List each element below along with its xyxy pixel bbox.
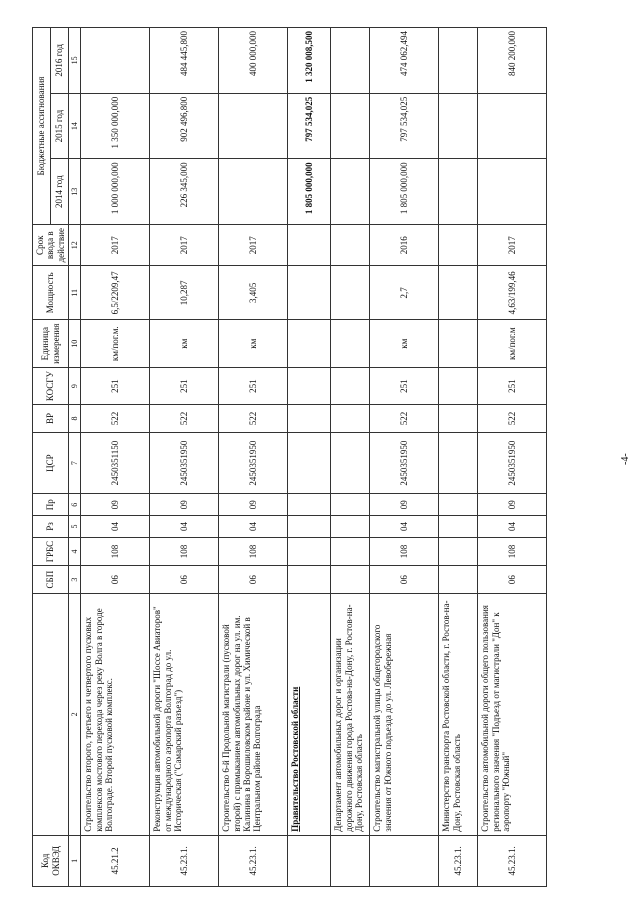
header-budget: Бюджетные ассигнования bbox=[33, 28, 51, 225]
col-number: 4 bbox=[69, 537, 81, 565]
department-row bbox=[331, 28, 370, 887]
unit-cell: км bbox=[150, 320, 219, 368]
vr-cell: 522 bbox=[81, 405, 150, 433]
department-name: Департамент автомобильных дорог и организации дорожного движения города Ростова-на-Дону, г. Ростов-на-Дону, Ростовская область bbox=[331, 594, 370, 836]
header-2015: 2015 год bbox=[51, 93, 69, 159]
csr-cell: 2450351950 bbox=[219, 432, 288, 494]
pr-cell: 09 bbox=[219, 494, 288, 516]
vr-cell: 522 bbox=[219, 405, 288, 433]
term-cell: 2017 bbox=[219, 225, 288, 266]
okved-cell bbox=[288, 835, 331, 886]
header-grbs: ГРБС bbox=[33, 537, 69, 565]
sbp-cell: 06 bbox=[478, 566, 547, 594]
capacity-cell: 10,287 bbox=[150, 266, 219, 320]
pr-cell: 09 bbox=[370, 494, 439, 516]
csr-cell: 2450351150 bbox=[81, 432, 150, 494]
capacity-cell: 3,405 bbox=[219, 266, 288, 320]
ministry-row bbox=[439, 28, 478, 887]
budget-2016-cell: 474 062,494 bbox=[370, 28, 439, 94]
unit-cell: км/пог.м. bbox=[81, 320, 150, 368]
table-row bbox=[478, 28, 547, 887]
sbp-cell: 06 bbox=[81, 566, 150, 594]
capacity-cell: 6,5/2209,47 bbox=[81, 266, 150, 320]
vr-cell: 522 bbox=[150, 405, 219, 433]
col-number: 8 bbox=[69, 405, 81, 433]
grbs-cell: 108 bbox=[478, 537, 547, 565]
object-name-cell: Строительство 6-й Продольной магистрали (пусковой второй) с примыканием автомобильных дорог на ул. им. Калинина в Ворошиловском районе и ул. Химической в Центральном районе Волгограда bbox=[219, 594, 288, 836]
grbs-cell: 108 bbox=[81, 537, 150, 565]
okved-cell bbox=[370, 835, 439, 886]
pr-cell: 09 bbox=[478, 494, 547, 516]
unit-cell: км/пог.м bbox=[478, 320, 547, 368]
sbp-cell: 06 bbox=[219, 566, 288, 594]
ministry-name: Министерство транспорта Ростовской области, г. Ростов-на-Дону, Ростовская область bbox=[439, 594, 478, 836]
kosgu-cell: 251 bbox=[150, 368, 219, 405]
okved-cell: 45.23.1. bbox=[478, 835, 547, 886]
organization-total-2015: 797 534,025 bbox=[288, 93, 331, 159]
pr-cell: 09 bbox=[150, 494, 219, 516]
col-number: 6 bbox=[69, 494, 81, 516]
okved-cell: 45.23.1. bbox=[219, 835, 288, 886]
budget-2016-cell: 484 445,800 bbox=[150, 28, 219, 94]
header-unit: Единица измерения bbox=[33, 320, 69, 368]
budget-2015-cell bbox=[219, 93, 288, 159]
kosgu-cell: 251 bbox=[81, 368, 150, 405]
budget-2014-cell: 1 000 000,000 bbox=[81, 159, 150, 225]
page-number: -4- bbox=[620, 453, 631, 465]
grbs-cell: 108 bbox=[219, 537, 288, 565]
header-csr: ЦСР bbox=[33, 432, 69, 494]
col-number: 3 bbox=[69, 566, 81, 594]
term-cell: 2017 bbox=[81, 225, 150, 266]
col-number: 2 bbox=[69, 594, 81, 836]
budget-2015-cell bbox=[478, 93, 547, 159]
col-number: 9 bbox=[69, 368, 81, 405]
col-number: 11 bbox=[69, 266, 81, 320]
okved-cell: 45.23.1. bbox=[150, 835, 219, 886]
col-number: 15 bbox=[69, 28, 81, 94]
budget-2016-cell: 840 200,000 bbox=[478, 28, 547, 94]
csr-cell: 2450351950 bbox=[478, 432, 547, 494]
table-row bbox=[81, 28, 150, 887]
col-number: 5 bbox=[69, 516, 81, 538]
object-name-cell: Строительство второго, третьего и четвертого пусковых комплексов мостового перехода через реку Волга в городе Волгограде. Второй пусковой комплекс. bbox=[81, 594, 150, 836]
budget-2016-cell: 400 000,000 bbox=[219, 28, 288, 94]
header-row bbox=[33, 28, 51, 887]
vr-cell: 522 bbox=[478, 405, 547, 433]
rz-cell: 04 bbox=[478, 516, 547, 538]
table-row bbox=[150, 28, 219, 887]
organization-row bbox=[288, 28, 331, 887]
rz-cell: 04 bbox=[150, 516, 219, 538]
header-kosgu: КОСГУ bbox=[33, 368, 69, 405]
rz-cell: 04 bbox=[370, 516, 439, 538]
csr-cell: 2450351950 bbox=[150, 432, 219, 494]
col-number: 10 bbox=[69, 320, 81, 368]
budget-2016-cell bbox=[81, 28, 150, 94]
rz-cell: 04 bbox=[219, 516, 288, 538]
capacity-cell: 4,63/199,46 bbox=[478, 266, 547, 320]
column-number-row bbox=[69, 28, 81, 887]
budget-table bbox=[32, 27, 547, 887]
header-vr: ВР bbox=[33, 405, 69, 433]
unit-cell: км bbox=[370, 320, 439, 368]
sbp-cell: 06 bbox=[150, 566, 219, 594]
grbs-cell: 108 bbox=[150, 537, 219, 565]
kosgu-cell: 251 bbox=[370, 368, 439, 405]
budget-2015-cell: 797 534,025 bbox=[370, 93, 439, 159]
header-okved: Код ОКВЭД bbox=[33, 835, 69, 886]
header-rz: Рз bbox=[33, 516, 69, 538]
budget-2014-cell: 226 345,000 bbox=[150, 159, 219, 225]
pr-cell: 09 bbox=[81, 494, 150, 516]
okved-cell: 45.23.1. bbox=[439, 835, 478, 886]
vr-cell: 522 bbox=[370, 405, 439, 433]
budget-2014-cell bbox=[478, 159, 547, 225]
unit-cell: км bbox=[219, 320, 288, 368]
header-sbp: СБП bbox=[33, 566, 69, 594]
object-name-cell: Реконструкция автомобильной дороги "Шоссе Авиаторов" от международного аэропорта Волгоград до ул. Историческая ("Самарский разъезд") bbox=[150, 594, 219, 836]
term-cell: 2016 bbox=[370, 225, 439, 266]
col-number: 12 bbox=[69, 225, 81, 266]
organization-name: Правительство Ростовской области bbox=[288, 594, 331, 836]
kosgu-cell: 251 bbox=[219, 368, 288, 405]
budget-2015-cell: 1 350 000,000 bbox=[81, 93, 150, 159]
table-row bbox=[219, 28, 288, 887]
object-name-cell: Строительство магистральной улицы общегородского значения от Южного подъезда до ул. Левобережная bbox=[370, 594, 439, 836]
capacity-cell: 2,7 bbox=[370, 266, 439, 320]
header-name bbox=[33, 594, 69, 836]
term-cell: 2017 bbox=[478, 225, 547, 266]
header-2016: 2016 год bbox=[51, 28, 69, 94]
header-capacity: Мощность bbox=[33, 266, 69, 320]
header-2014: 2014 год bbox=[51, 159, 69, 225]
term-cell: 2017 bbox=[150, 225, 219, 266]
col-number: 14 bbox=[69, 93, 81, 159]
header-term: Срок ввода в действие bbox=[33, 225, 69, 266]
okved-cell: 45.21.2 bbox=[81, 835, 150, 886]
csr-cell: 2450351950 bbox=[370, 432, 439, 494]
kosgu-cell: 251 bbox=[478, 368, 547, 405]
col-number: 13 bbox=[69, 159, 81, 225]
budget-2014-cell: 1 805 000,000 bbox=[370, 159, 439, 225]
organization-total-2016: 1 320 008,500 bbox=[288, 28, 331, 94]
object-name-cell: Строительство автомобильной дороги общего пользования регионального значения "Подъезд от магистрали "Дон" к аэропорту "Южный" bbox=[478, 594, 547, 836]
budget-2015-cell: 902 496,800 bbox=[150, 93, 219, 159]
col-number: 1 bbox=[69, 835, 81, 886]
rz-cell: 04 bbox=[81, 516, 150, 538]
col-number: 7 bbox=[69, 432, 81, 494]
table-row bbox=[370, 28, 439, 887]
grbs-cell: 108 bbox=[370, 537, 439, 565]
sbp-cell: 06 bbox=[370, 566, 439, 594]
organization-total-2014: 1 805 000,000 bbox=[288, 159, 331, 225]
budget-2014-cell bbox=[219, 159, 288, 225]
header-pr: Пр bbox=[33, 494, 69, 516]
